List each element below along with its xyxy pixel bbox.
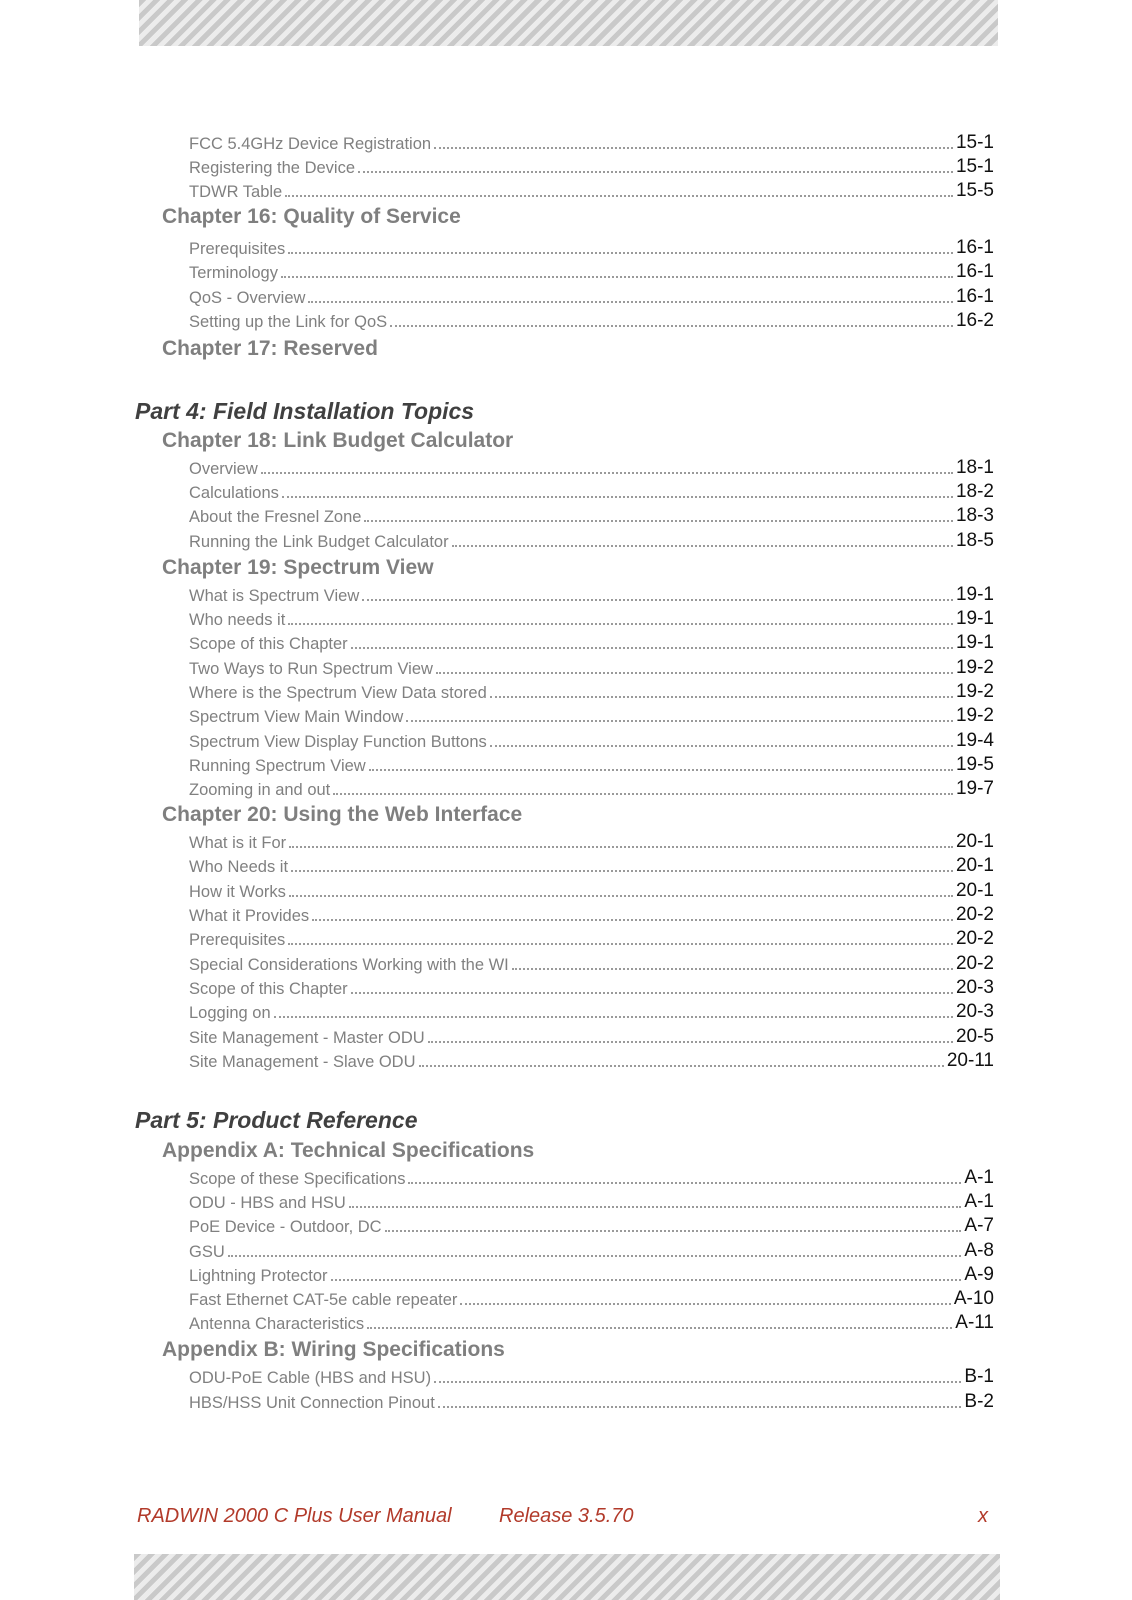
toc-entry-title: Scope of this Chapter <box>189 635 348 653</box>
dot-leader <box>438 1405 962 1408</box>
toc-entry[interactable] <box>189 237 994 259</box>
toc-entry-page: 19-2 <box>955 681 994 702</box>
dot-leader <box>408 1181 961 1184</box>
toc-entry-title: Lightning Protector <box>189 1267 328 1285</box>
toc-entry-page: B-2 <box>964 1391 994 1412</box>
toc-entry-title: PoE Device - Outdoor, DC <box>189 1218 382 1236</box>
footer-manual-title: RADWIN 2000 C Plus User Manual <box>137 1505 452 1527</box>
toc-entry-title: What it Provides <box>189 907 310 925</box>
toc-entry[interactable] <box>189 1191 994 1213</box>
dot-leader <box>369 768 953 771</box>
toc-entry-title: Running Spectrum View <box>189 757 366 775</box>
toc-entry-title: Overview <box>189 460 258 478</box>
toc-entry-page: 20-1 <box>955 880 994 901</box>
toc-entry-title: Antenna Characteristics <box>189 1315 365 1333</box>
toc-entry-page: 19-5 <box>955 754 994 775</box>
toc-entry-page: 19-2 <box>955 705 994 726</box>
dot-leader <box>364 519 953 522</box>
toc-entry-title: Who needs it <box>189 611 286 629</box>
dot-leader <box>512 967 953 970</box>
toc-entry-title: Calculations <box>189 484 279 502</box>
dot-leader <box>436 671 953 674</box>
toc-entry-title: Registering the Device <box>189 159 355 177</box>
toc-entry[interactable] <box>189 286 994 308</box>
toc-entry-page: 15-1 <box>955 132 994 153</box>
toc-entry[interactable] <box>189 855 994 877</box>
toc-entry-title: Site Management - Master ODU <box>189 1029 425 1047</box>
toc-entry[interactable] <box>189 1026 994 1048</box>
toc-entry-page: 20-2 <box>955 904 994 925</box>
toc-entry-page: 20-11 <box>946 1050 994 1071</box>
dot-leader <box>434 1380 961 1383</box>
toc-entry[interactable] <box>189 1050 994 1072</box>
toc-entry[interactable] <box>189 632 994 654</box>
dot-leader <box>285 194 953 197</box>
toc-entry[interactable] <box>189 608 994 630</box>
toc-entry-title: Running the Link Budget Calculator <box>189 533 449 551</box>
toc-entry-page: 16-1 <box>955 261 994 282</box>
dot-leader <box>490 744 953 747</box>
toc-entry-page: 18-2 <box>955 481 994 502</box>
toc-entry-page: 16-2 <box>955 310 994 331</box>
toc-entry-page: 20-1 <box>955 831 994 852</box>
chapter-heading: Chapter 18: Link Budget Calculator <box>162 429 514 452</box>
toc-entry-title: Spectrum View Display Function Buttons <box>189 733 487 751</box>
toc-entry-title: FCC 5.4GHz Device Registration <box>189 135 432 153</box>
toc-entry-page: A-11 <box>955 1312 994 1333</box>
toc-entry[interactable] <box>189 1366 994 1388</box>
toc-entry[interactable] <box>189 953 994 975</box>
toc-entry-page: 20-3 <box>955 977 994 998</box>
toc-entry[interactable] <box>189 530 994 552</box>
toc-entry[interactable] <box>189 505 994 527</box>
dot-leader <box>282 495 953 498</box>
dot-leader <box>351 991 953 994</box>
toc-entry-title: HBS/HSS Unit Connection Pinout <box>189 1394 435 1412</box>
toc-entry[interactable] <box>189 1264 994 1286</box>
toc-entry-page: 18-5 <box>955 530 994 551</box>
dot-leader <box>288 251 953 254</box>
toc-entry[interactable] <box>189 132 994 154</box>
dot-leader <box>460 1302 950 1305</box>
toc-entry-title: Spectrum View Main Window <box>189 708 404 726</box>
toc-entry[interactable] <box>189 584 994 606</box>
toc-entry[interactable] <box>189 1215 994 1237</box>
dot-leader <box>281 275 953 278</box>
toc-entry-page: 20-5 <box>955 1026 994 1047</box>
toc-entry[interactable] <box>189 657 994 679</box>
header-decorative-band <box>139 0 998 46</box>
toc-entry[interactable] <box>189 831 994 853</box>
toc-entry-title: QoS - Overview <box>189 289 306 307</box>
dot-leader <box>362 598 953 601</box>
toc-entry-title: Logging on <box>189 1004 271 1022</box>
dot-leader <box>406 719 953 722</box>
dot-leader <box>228 1254 962 1257</box>
toc-entry[interactable] <box>189 977 994 999</box>
toc-entry-title: Prerequisites <box>189 931 286 949</box>
toc-entry[interactable] <box>189 730 994 752</box>
toc-entry[interactable] <box>189 778 994 800</box>
toc-entry-page: 19-1 <box>955 632 994 653</box>
toc-entry-title: Who Needs it <box>189 858 289 876</box>
toc-entry-page: B-1 <box>964 1366 994 1387</box>
dot-leader <box>434 146 953 149</box>
toc-entry[interactable] <box>189 1001 994 1023</box>
dot-leader <box>288 942 953 945</box>
toc-entry-page: 19-7 <box>955 778 994 799</box>
toc-entry-page: A-1 <box>964 1191 994 1212</box>
toc-entry-title: About the Fresnel Zone <box>189 508 362 526</box>
toc-entry-page: 19-2 <box>955 657 994 678</box>
toc-entry-page: A-8 <box>964 1240 994 1261</box>
dot-leader <box>428 1040 953 1043</box>
part-heading: Part 5: Product Reference <box>135 1107 418 1133</box>
chapter-heading: Appendix A: Technical Specifications <box>162 1139 535 1162</box>
toc-entry[interactable] <box>189 681 994 703</box>
dot-leader <box>308 300 953 303</box>
dot-leader <box>312 918 953 921</box>
toc-entry-page: 20-3 <box>955 1001 994 1022</box>
toc-entry-page: A-10 <box>953 1288 994 1309</box>
toc-entry-page: A-1 <box>964 1167 994 1188</box>
toc-entry[interactable] <box>189 310 994 332</box>
toc-entry[interactable] <box>189 705 994 727</box>
toc-entry-title: ODU-PoE Cable (HBS and HSU) <box>189 1369 432 1387</box>
toc-entry-title: Special Considerations Working with the WI <box>189 956 509 974</box>
footer-decorative-band <box>134 1554 1000 1600</box>
toc-entry-page: 15-5 <box>955 180 994 201</box>
toc-entry-page: 19-1 <box>955 608 994 629</box>
toc-entry-page: 18-1 <box>955 457 994 478</box>
toc-entry-page: 18-3 <box>955 505 994 526</box>
toc-entry-page: 19-1 <box>955 584 994 605</box>
toc-entry-title: Prerequisites <box>189 240 286 258</box>
toc-entry[interactable] <box>189 1312 994 1334</box>
toc-entry-title: Terminology <box>189 264 278 282</box>
toc-entry[interactable] <box>189 880 994 902</box>
dot-leader <box>490 695 953 698</box>
footer-page-number: x <box>978 1505 988 1527</box>
chapter-heading: Chapter 17: Reserved <box>162 337 378 360</box>
toc-entry[interactable] <box>189 1167 994 1189</box>
toc-entry-title: Two Ways to Run Spectrum View <box>189 660 433 678</box>
toc-entry-page: 20-2 <box>955 953 994 974</box>
toc-entry-page: 15-1 <box>955 156 994 177</box>
toc-entry-title: GSU <box>189 1243 225 1261</box>
chapter-heading: Chapter 19: Spectrum View <box>162 556 434 579</box>
dot-leader <box>291 869 953 872</box>
toc-entry-page: 19-4 <box>955 730 994 751</box>
dot-leader <box>390 324 953 327</box>
dot-leader <box>385 1229 962 1232</box>
toc-entry-page: 16-1 <box>955 237 994 258</box>
toc-entry[interactable] <box>189 904 994 926</box>
toc-entry[interactable] <box>189 928 994 950</box>
dot-leader <box>351 646 953 649</box>
toc-entry[interactable] <box>189 1391 994 1413</box>
toc-entry-title: How it Works <box>189 883 286 901</box>
toc-entry-title: ODU - HBS and HSU <box>189 1194 346 1212</box>
toc-entry-page: 20-1 <box>955 855 994 876</box>
dot-leader <box>289 894 953 897</box>
toc-entry-title: What is Spectrum View <box>189 587 360 605</box>
toc-entry-page: 16-1 <box>955 286 994 307</box>
chapter-heading: Chapter 16: Quality of Service <box>162 205 461 228</box>
dot-leader <box>333 792 953 795</box>
dot-leader <box>289 845 953 848</box>
toc-entry[interactable] <box>189 481 994 503</box>
toc-entry[interactable] <box>189 754 994 776</box>
toc-entry[interactable] <box>189 1240 994 1262</box>
toc-entry[interactable] <box>189 180 994 202</box>
toc-entry-title: Site Management - Slave ODU <box>189 1053 416 1071</box>
toc-entry-title: What is it For <box>189 834 287 852</box>
toc-entry-title: Scope of this Chapter <box>189 980 348 998</box>
dot-leader <box>358 170 953 173</box>
dot-leader <box>349 1205 962 1208</box>
toc-entry-title: Where is the Spectrum View Data stored <box>189 684 487 702</box>
dot-leader <box>261 471 953 474</box>
toc-entry[interactable] <box>189 457 994 479</box>
toc-entry[interactable] <box>189 1288 994 1310</box>
dot-leader <box>274 1015 953 1018</box>
toc-entry-title: Zooming in and out <box>189 781 331 799</box>
dot-leader <box>367 1326 952 1329</box>
chapter-heading: Chapter 20: Using the Web Interface <box>162 803 523 826</box>
toc-entry-page: A-9 <box>964 1264 994 1285</box>
toc-entry-title: Scope of these Specifications <box>189 1170 406 1188</box>
dot-leader <box>288 622 953 625</box>
dot-leader <box>419 1064 944 1067</box>
toc-entry-page: A-7 <box>964 1215 994 1236</box>
part-heading: Part 4: Field Installation Topics <box>135 398 475 424</box>
toc-entry-page: 20-2 <box>955 928 994 949</box>
toc-entry[interactable] <box>189 156 994 178</box>
toc-entry-title: TDWR Table <box>189 183 283 201</box>
toc-entry-title: Setting up the Link for QoS <box>189 313 388 331</box>
dot-leader <box>331 1278 962 1281</box>
footer-release: Release 3.5.70 <box>499 1505 634 1527</box>
dot-leader <box>452 544 953 547</box>
toc-entry[interactable] <box>189 261 994 283</box>
toc-entry-title: Fast Ethernet CAT-5e cable repeater <box>189 1291 458 1309</box>
chapter-heading: Appendix B: Wiring Specifications <box>162 1338 505 1361</box>
